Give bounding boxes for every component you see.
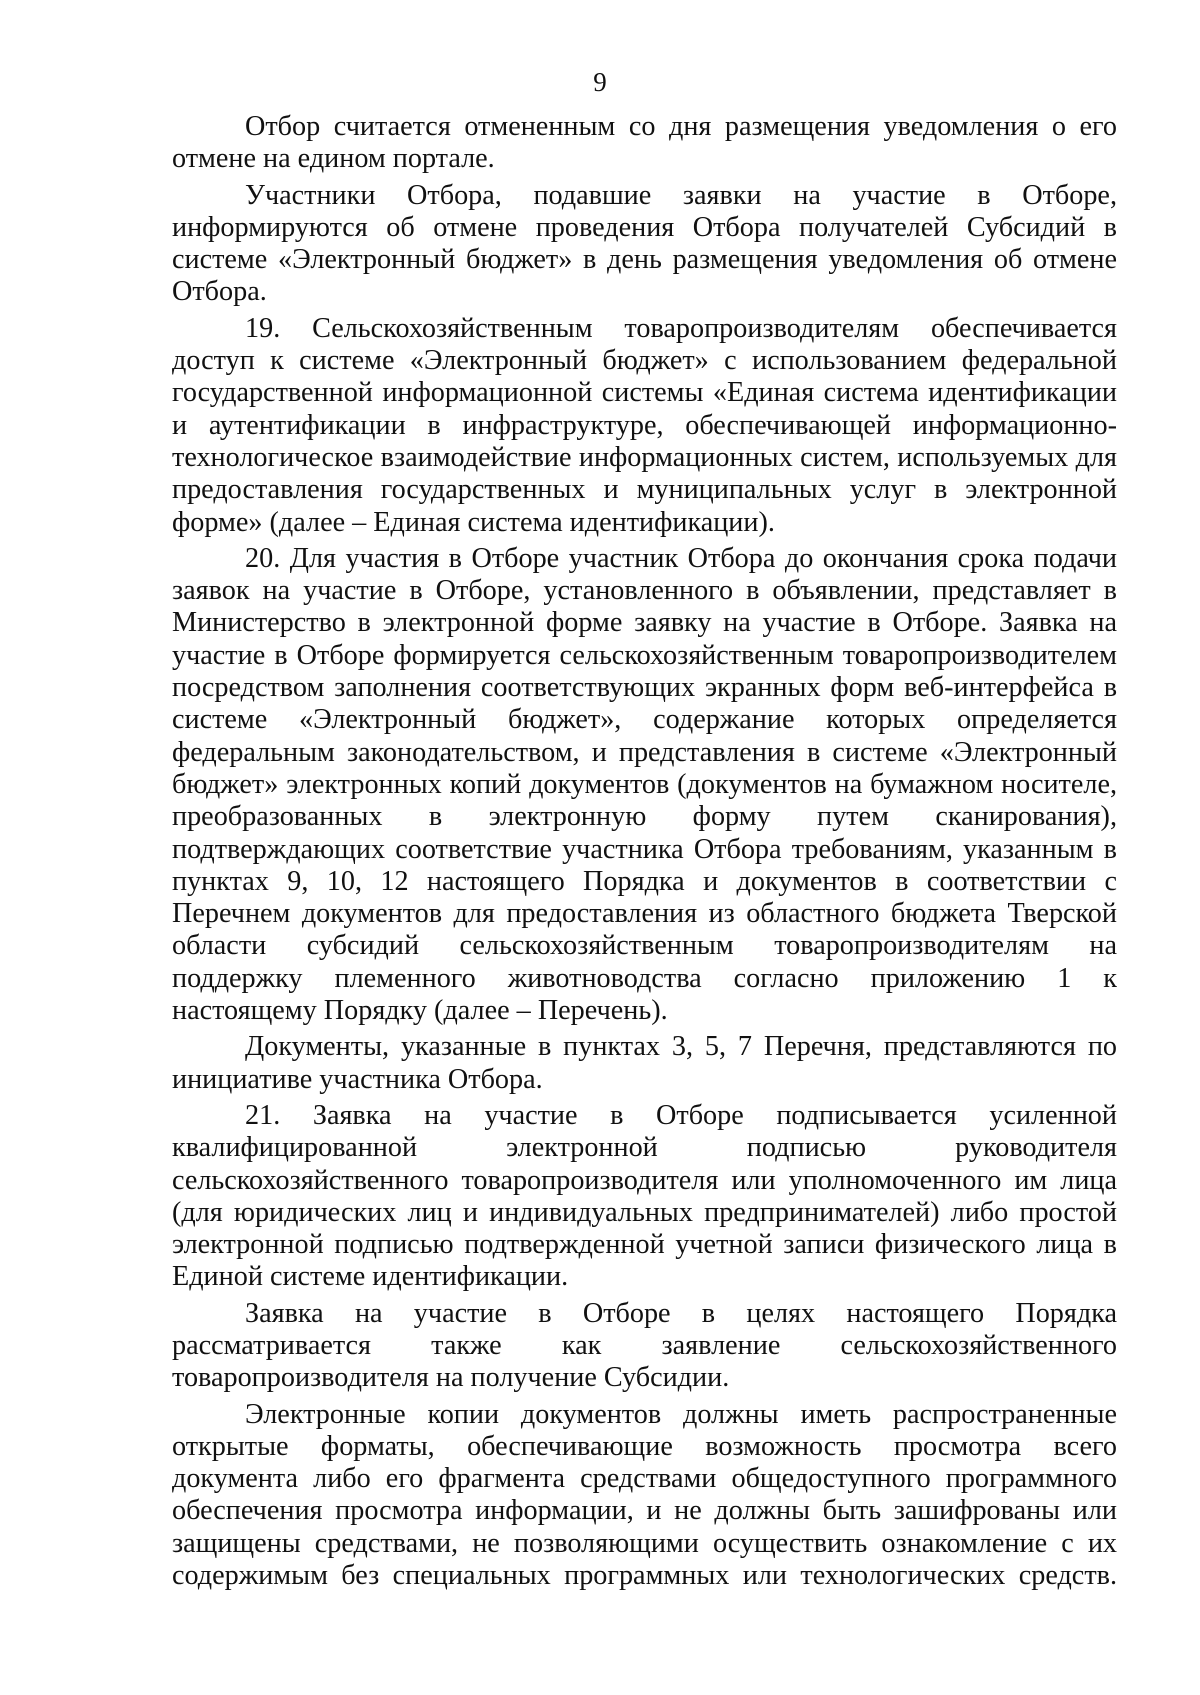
- paragraph-20-application-submission: 20. Для участия в Отборе участник Отбора до окончания срока подачи заявок на участие в Отборе, установленного в объявлении, представляет в Министерство в электронной форме заявку на участие в Отборе. Заявка на участие в Отборе формируется сельскохозяйственным товаропроизводителем посредством заполнения соответствующих экранных форм веб-интерфейса в системе «Электронный бюджет», содержание которых определяется федеральным законодательством, и представления в системе «Электронный бюджет» электронных копий документов (документов на бумажном носителе, преобразованных в электронную форму путем сканирования), подтверждающих соответствие участника Отбора требованиям, указанным в пунктах 9, 10, 12 настоящего Порядка и документов в соответствии с Перечнем документов для предоставления из областного бюджета Тверской области субсидий сельскохозяйственным товаропроизводителям на поддержку племенного животноводства согласно приложению 1 к настоящему Порядку (далее – Перечень).: [172, 542, 1117, 1027]
- paragraph-19-system-access: 19. Сельскохозяйственным товаропроизводителям обеспечивается доступ к системе «Электронный бюджет» с использованием федеральной государственной информационной системы «Единая система идентификации и аутентификации в инфраструктуре, обеспечивающей информационно-технологическое взаимодействие информационных систем, используемых для предоставления государственных и муниципальных услуг в электронной форме» (далее – Единая система идентификации).: [172, 312, 1117, 538]
- page-number: 9: [593, 67, 607, 97]
- paragraph-selection-cancelled: Отбор считается отмененным со дня размещения уведомления о его отмене на едином портале.: [172, 111, 1117, 175]
- paragraph-electronic-copies-format: Электронные копии документов должны иметь распространенные открытые форматы, обеспечивающие возможность просмотра всего документа либо его фрагмента средствами общедоступного программного обеспечения просмотра информации, и не должны быть зашифрованы или защищены средствами, не позволяющими осуществить ознакомление с их содержимым без специальных программных или технологических средств.: [172, 1398, 1117, 1592]
- paragraph-participants-informed: Участники Отбора, подавшие заявки на участие в Отборе, информируются об отмене проведения Отбора получателей Субсидий в системе «Электронный бюджет» в день размещения уведомления об отмене Отбора.: [172, 179, 1117, 308]
- paragraph-21-application-signature: 21. Заявка на участие в Отборе подписывается усиленной квалифицированной электронной подписью руководителя сельскохозяйственного товаропроизводителя или уполномоченного им лица (для юридических лиц и индивидуальных предпринимателей) либо простой электронной подписью подтвержденной учетной записи физического лица в Единой системе идентификации.: [172, 1099, 1117, 1293]
- document-body: [172, 111, 1117, 1596]
- paragraph-application-as-statement: Заявка на участие в Отборе в целях настоящего Порядка рассматривается также как заявление сельскохозяйственного товаропроизводителя на получение Субсидии.: [172, 1297, 1117, 1394]
- paragraph-documents-initiative: Документы, указанные в пунктах 3, 5, 7 Перечня, представляются по инициативе участника Отбора.: [172, 1031, 1117, 1095]
